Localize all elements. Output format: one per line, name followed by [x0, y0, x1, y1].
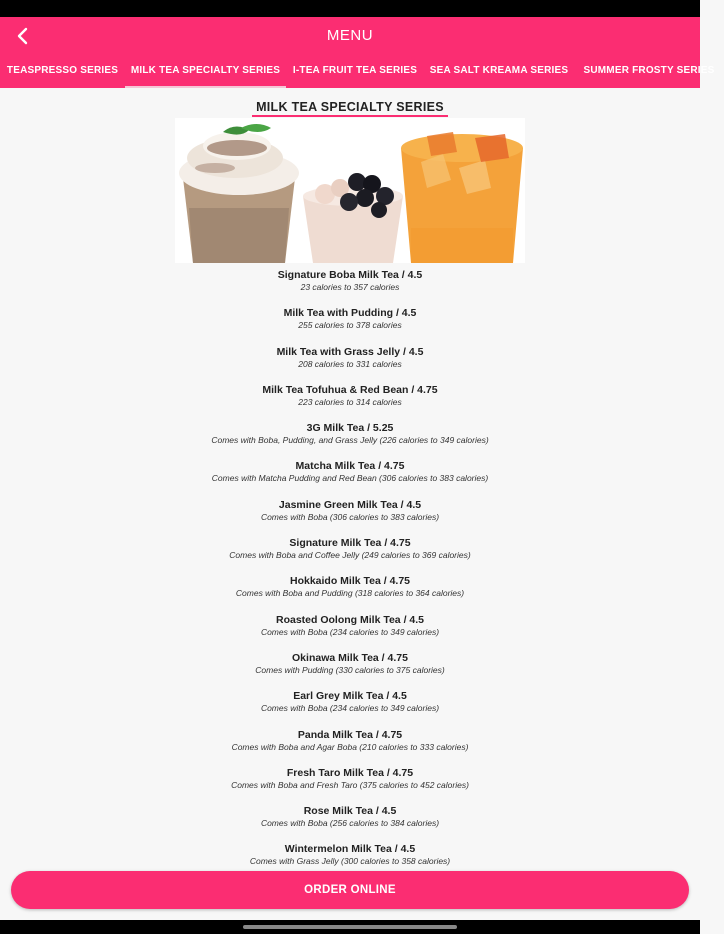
item-name: Panda Milk Tea / 4.75	[297, 728, 403, 741]
menu-item[interactable]	[0, 422, 700, 460]
menu-list	[0, 269, 700, 882]
item-description: 255 calories to 378 calories	[298, 320, 402, 331]
item-name: 3G Milk Tea / 5.25	[306, 422, 394, 435]
menu-item[interactable]	[0, 346, 700, 384]
item-name: Milk Tea with Pudding / 4.5	[283, 307, 417, 320]
item-description: Comes with Pudding (330 calories to 375 calories)	[255, 664, 445, 675]
item-name: Wintermelon Milk Tea / 4.5	[284, 843, 416, 856]
tab-summer-frosty[interactable]: SUMMER FROSTY SERIES	[583, 65, 715, 76]
menu-item[interactable]	[0, 614, 700, 652]
menu-item[interactable]	[0, 652, 700, 690]
menu-item[interactable]	[0, 575, 700, 613]
drinks-illustration	[175, 118, 525, 263]
item-description: Comes with Boba (234 calories to 349 calories)	[260, 703, 440, 714]
item-name: Milk Tea with Grass Jelly / 4.5	[276, 345, 424, 358]
item-name: Okinawa Milk Tea / 4.75	[292, 651, 408, 664]
item-description: Comes with Boba (234 calories to 349 calories)	[260, 626, 440, 637]
item-description: Comes with Boba (306 calories to 383 calories)	[260, 511, 440, 522]
page-title: MENU	[326, 27, 374, 44]
item-name: Roasted Oolong Milk Tea / 4.5	[276, 613, 424, 626]
item-name: Signature Milk Tea / 4.75	[289, 537, 411, 550]
order-online-button[interactable]: ORDER ONLINE	[11, 871, 689, 909]
hero-image	[175, 118, 525, 263]
item-description: Comes with Boba, Pudding, and Grass Jelly (226 calories to 349 calories)	[211, 435, 489, 446]
tab-i-tea-fruit-tea[interactable]: I-TEA FRUIT TEA SERIES	[292, 65, 418, 76]
item-description: Comes with Boba and Pudding (318 calories to 364 calories)	[235, 588, 465, 599]
item-description: Comes with Boba and Agar Boba (210 calories to 333 calories)	[231, 741, 469, 752]
item-name: Earl Grey Milk Tea / 4.5	[293, 690, 407, 703]
menu-item[interactable]	[0, 690, 700, 728]
item-name: Jasmine Green Milk Tea / 4.5	[278, 498, 422, 511]
item-description: Comes with Matcha Pudding and Red Bean (306 calories to 383 calories)	[211, 473, 489, 484]
item-name: Milk Tea Tofuhua & Red Bean / 4.75	[262, 383, 438, 396]
item-name: Fresh Taro Milk Tea / 4.75	[286, 766, 414, 779]
status-bar	[0, 0, 700, 17]
item-name: Hokkaido Milk Tea / 4.75	[289, 575, 411, 588]
menu-item[interactable]	[0, 460, 700, 498]
section-title: MILK TEA SPECIALTY SERIES	[252, 100, 448, 117]
item-description: 23 calories to 357 calories	[300, 282, 400, 292]
tab-sea-salt-kreama[interactable]: SEA SALT KREAMA SERIES	[429, 65, 569, 76]
menu-item[interactable]	[0, 767, 700, 805]
item-description: 208 calories to 331 calories	[298, 358, 402, 369]
category-tabs	[0, 55, 715, 88]
tab-milk-tea-specialty[interactable]: MILK TEA SPECIALTY SERIES	[125, 55, 286, 88]
menu-item[interactable]	[0, 805, 700, 843]
item-description: 223 calories to 314 calories	[298, 396, 402, 407]
item-description: Comes with Boba and Coffee Jelly (249 calories to 369 calories)	[229, 550, 471, 561]
menu-item[interactable]	[0, 499, 700, 537]
home-indicator[interactable]	[243, 925, 457, 929]
section-heading	[0, 98, 700, 117]
menu-item[interactable]	[0, 537, 700, 575]
item-name: Signature Boba Milk Tea / 4.5	[277, 269, 423, 281]
app-header	[0, 17, 700, 55]
menu-item[interactable]	[0, 384, 700, 422]
menu-item[interactable]	[0, 307, 700, 345]
item-description: Comes with Boba and Fresh Taro (375 calories to 452 calories)	[231, 779, 469, 790]
item-description: Comes with Boba (256 calories to 384 calories)	[260, 818, 440, 829]
item-description: Comes with Grass Jelly (300 calories to 358 calories)	[249, 856, 451, 867]
item-name: Rose Milk Tea / 4.5	[303, 805, 397, 818]
item-name: Matcha Milk Tea / 4.75	[295, 460, 405, 473]
menu-item[interactable]	[0, 269, 700, 307]
tab-teaspresso[interactable]: TEASPRESSO SERIES	[6, 65, 119, 76]
menu-item[interactable]	[0, 729, 700, 767]
